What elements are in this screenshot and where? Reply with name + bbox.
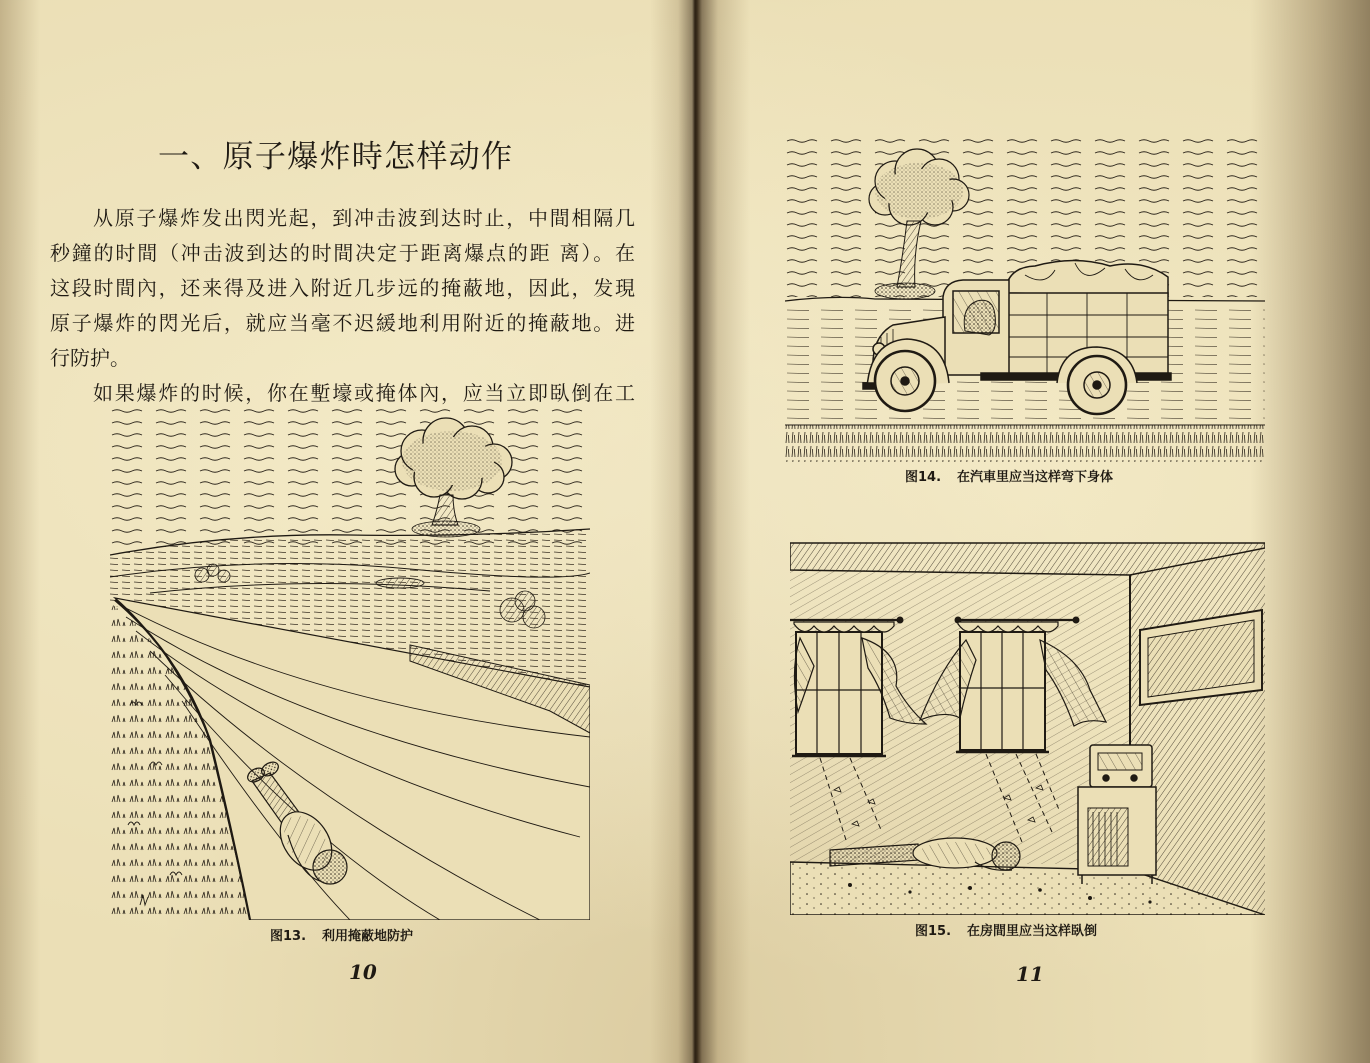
figure-label: 图15.: [915, 924, 952, 939]
paragraph-line: 如果爆炸的时候，你在塹壕或掩体內，应当立即臥倒在工: [93, 381, 635, 405]
page-number: 11: [1016, 962, 1044, 986]
book-gutter: [650, 0, 750, 1063]
figure-13-caption: [270, 928, 413, 946]
grass-strip: [785, 425, 1265, 462]
cabinet: [1078, 787, 1156, 884]
paragraph-line: 行防护。: [50, 346, 130, 370]
figure-caption-text: 在汽車里应当这样弯下身体: [957, 470, 1114, 485]
figure-13-illustration: [110, 405, 590, 920]
figure-label: 图14.: [905, 470, 942, 485]
paragraph-line: 这段时間內，还来得及进入附近几步远的掩蔽地，因此，发現: [50, 276, 635, 300]
chapter-title: 一、原子爆炸時怎样动作: [158, 139, 512, 175]
figure-caption-text: 利用掩蔽地防护: [322, 929, 414, 944]
rear-wheel: [1068, 356, 1126, 414]
page-edge-shadow-right: [1250, 0, 1370, 1063]
crater: [376, 578, 424, 588]
page-number: 10: [349, 960, 377, 984]
figure-14-illustration: [785, 135, 1265, 462]
figure-15-caption: [915, 923, 1097, 941]
paragraph-line: 从原子爆炸发出閃光起，到冲击波到达时止，中間相隔几: [93, 206, 635, 230]
page-edge-shadow-left: [0, 0, 40, 1063]
front-wheel: [875, 351, 935, 411]
paragraph-line: 原子爆炸的閃光后，就应当毫不迟緩地利用附近的掩蔽地。进: [50, 311, 635, 335]
paragraph-line: 秒鐘的时間（冲击波到达的时間决定于距离爆点的距 离）。在: [50, 241, 635, 265]
dust-base: [875, 283, 935, 299]
figure-label: 图13.: [270, 929, 307, 944]
figure-caption-text: 在房間里应当这样臥倒: [967, 924, 1098, 939]
radio-set: [1090, 745, 1152, 787]
figure-15-illustration: [790, 540, 1265, 915]
figure-14-caption: [905, 469, 1113, 487]
sky-hatching: [110, 405, 590, 545]
